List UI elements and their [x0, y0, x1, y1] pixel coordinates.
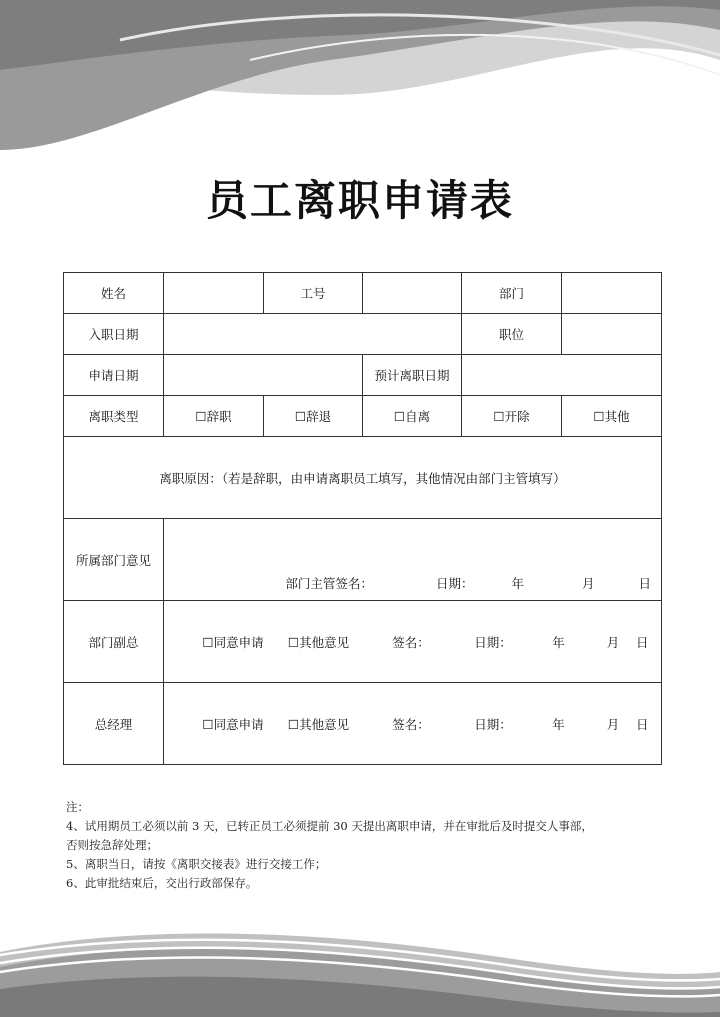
dept-date-label: 日期：	[435, 576, 474, 591]
table-row	[64, 396, 662, 437]
dept-opinion-label: 所属部门意见	[64, 519, 164, 601]
table-row	[64, 519, 662, 601]
hire-date-field[interactable]	[164, 314, 462, 355]
leave-type-other-checkbox[interactable]: ☐其他	[562, 396, 662, 437]
gm-agree-checkbox[interactable]: ☐同意申请	[202, 716, 264, 732]
deputy-sign-label: 签名：	[392, 634, 430, 650]
page-title: 员工离职申请表	[205, 176, 514, 225]
leave-type-resign-checkbox[interactable]: ☐辞职	[164, 396, 264, 437]
gm-day-label: 日	[636, 716, 649, 732]
leave-reason-label: 离职原因：（若是辞职，由申请离职员工填写，其他情况由部门主管填写）	[159, 470, 566, 486]
leave-type-label: 离职类型	[64, 396, 164, 437]
deputy-year-label: 年	[552, 634, 565, 650]
header-wave-decoration	[0, 0, 720, 160]
expected-leave-date-label: 预计离职日期	[363, 355, 462, 396]
dept-month-label: 月	[581, 576, 595, 591]
dept-manager-sign-label: 部门主管签名：	[285, 576, 373, 591]
note-item: 否则按急辞处理；	[66, 838, 158, 852]
table-row	[64, 683, 662, 765]
department-label: 部门	[462, 273, 562, 314]
gm-date-label: 日期：	[474, 716, 512, 732]
employee-id-label: 工号	[264, 273, 363, 314]
position-label: 职位	[462, 314, 562, 355]
note-item: 6、此审批结束后，交出行政部保存。	[66, 876, 258, 890]
apply-date-field[interactable]	[164, 355, 363, 396]
table-row	[64, 273, 662, 314]
deputy-agree-checkbox[interactable]: ☐同意申请	[202, 634, 264, 650]
resignation-form-table	[63, 272, 662, 765]
employee-id-field[interactable]	[363, 273, 462, 314]
leave-type-fire-checkbox[interactable]: ☐开除	[462, 396, 562, 437]
name-field[interactable]	[164, 273, 264, 314]
gm-sign-label: 签名：	[392, 716, 430, 732]
note-item: 5、离职当日，请按《离职交接表》进行交接工作；	[66, 857, 327, 871]
table-row	[64, 355, 662, 396]
deputy-gm-label: 部门副总	[64, 601, 164, 683]
notes-section	[66, 798, 666, 893]
notes-heading: 注：	[66, 800, 89, 814]
dept-year-label: 年	[511, 576, 524, 591]
table-row	[64, 437, 662, 519]
gm-year-label: 年	[552, 716, 565, 732]
deputy-other-opinion-checkbox[interactable]: ☐其他意见	[287, 634, 350, 650]
gm-month-label: 月	[606, 716, 620, 732]
deputy-day-label: 日	[636, 634, 649, 650]
leave-type-self-leave-checkbox[interactable]: ☐自离	[363, 396, 462, 437]
hire-date-label: 入职日期	[64, 314, 164, 355]
general-manager-label: 总经理	[64, 683, 164, 765]
leave-reason-field[interactable]	[64, 437, 662, 519]
department-field[interactable]	[562, 273, 662, 314]
dept-day-label: 日	[638, 576, 651, 591]
table-row	[64, 314, 662, 355]
leave-type-dismiss-checkbox[interactable]: ☐辞退	[264, 396, 363, 437]
deputy-date-label: 日期：	[474, 634, 512, 650]
deputy-month-label: 月	[606, 634, 620, 650]
deputy-gm-approval-field	[164, 601, 662, 683]
expected-leave-date-field[interactable]	[462, 355, 662, 396]
table-row	[64, 601, 662, 683]
apply-date-label: 申请日期	[64, 355, 164, 396]
position-field[interactable]	[562, 314, 662, 355]
gm-other-opinion-checkbox[interactable]: ☐其他意见	[287, 716, 350, 732]
note-item: 4、试用期员工必须以前 3 天，已转正员工必须提前 30 天提出离职申请，并在审批后及时提交人事部，	[66, 819, 593, 833]
footer-wave-decoration	[0, 917, 720, 1017]
general-manager-approval-field	[164, 683, 662, 765]
dept-opinion-field[interactable]	[164, 519, 662, 601]
name-label: 姓名	[64, 273, 164, 314]
